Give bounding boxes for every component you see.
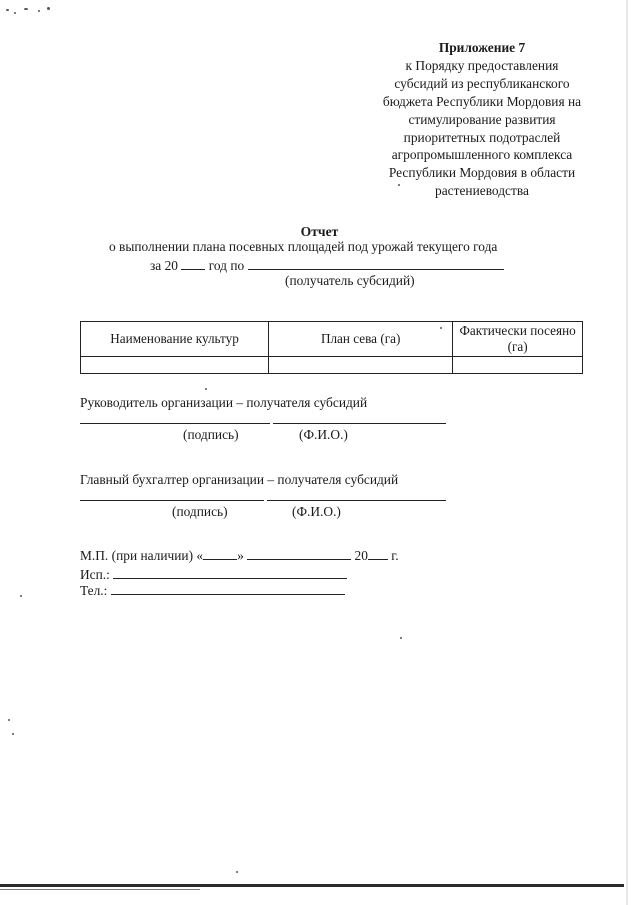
appendix-title: Приложение 7 (438, 40, 526, 55)
stamp-close: » (237, 548, 244, 563)
executor-line (80, 566, 347, 583)
head-signature-label: Руководитель организации – получателя субсидий (80, 395, 368, 410)
table-cell (453, 357, 583, 374)
scan-speck (38, 10, 40, 12)
head-signature-caption: (подпись) (183, 427, 239, 442)
scan-speck (205, 388, 207, 390)
scan-border-line (0, 884, 624, 887)
scan-speck (6, 9, 9, 11)
scan-speck (8, 719, 10, 721)
executor-blank (113, 566, 347, 579)
scan-speck (24, 8, 28, 10)
stamp-date-line (80, 547, 399, 564)
scan-speck (20, 595, 22, 597)
appendix-line: к Порядку предоставления (405, 57, 559, 73)
appendix-line: Республики Мордовия в области (388, 165, 576, 181)
appendix-line: бюджета Республики Мордовия на (382, 93, 582, 109)
phone-label: Тел.: (80, 583, 108, 598)
scan-speck (236, 871, 238, 873)
period-middle: год по (208, 258, 245, 273)
table-row (81, 357, 583, 374)
appendix-line: растениеводства (435, 183, 529, 199)
recipient-caption: (получатель субсидий) (285, 273, 415, 288)
phone-line (80, 582, 345, 599)
head-name-line (273, 423, 446, 424)
stamp-prefix: М.П. (при наличии) « (80, 548, 204, 563)
table-cell (269, 357, 453, 374)
accountant-name-caption: (Ф.И.О.) (292, 504, 341, 519)
appendix-line: агропромышленного комплекса (391, 147, 573, 163)
executor-label: Исп.: (80, 567, 110, 582)
scan-speck (14, 12, 16, 14)
footer-year-blank (368, 547, 388, 560)
year-blank (181, 257, 205, 270)
scan-border-line (0, 889, 200, 890)
scan-edge (626, 0, 628, 905)
accountant-name-line (267, 500, 446, 501)
year-prefix: 20 (354, 548, 368, 563)
accountant-signature-label: Главный бухгалтер организации – получателя субсидий (80, 472, 399, 487)
head-signature-line (80, 423, 270, 424)
day-blank (203, 547, 237, 560)
scan-speck (440, 327, 442, 329)
appendix-line: стимулирование развития (408, 111, 556, 127)
report-period-line (150, 257, 504, 274)
appendix-block (332, 39, 632, 200)
table-header-row (81, 322, 583, 357)
table-cell (81, 357, 269, 374)
column-header-crops: Наименование культур (81, 322, 269, 357)
scan-speck (47, 7, 50, 10)
report-subtitle: о выполнении плана посевных площадей под урожай текущего года (109, 239, 498, 254)
appendix-line: субсидий из республиканского (394, 75, 570, 91)
accountant-signature-caption: (подпись) (172, 504, 228, 519)
head-name-caption: (Ф.И.О.) (299, 427, 348, 442)
report-title: Отчет (300, 224, 339, 239)
month-blank (247, 547, 351, 560)
accountant-signature-line (80, 500, 264, 501)
scan-speck (400, 637, 402, 639)
scan-speck (12, 733, 14, 735)
column-header-plan: План сева (га) (269, 322, 453, 357)
phone-blank (111, 582, 345, 595)
appendix-line: приоритетных подотраслей (403, 129, 561, 145)
column-header-actual: Фактически посеяно (га) (453, 322, 583, 357)
period-prefix: за 20 (150, 258, 178, 273)
scan-speck (398, 184, 400, 186)
recipient-blank (248, 257, 504, 270)
year-suffix: г. (391, 548, 399, 563)
crops-table (80, 321, 583, 374)
